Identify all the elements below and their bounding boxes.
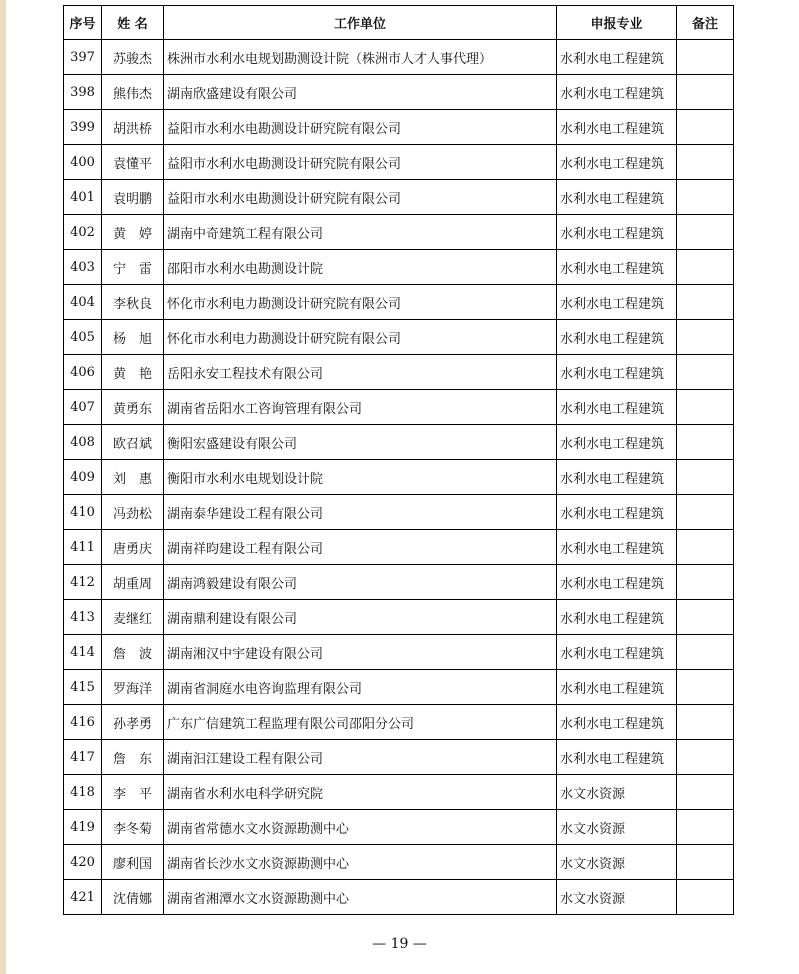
row-number: 421 (64, 880, 102, 915)
remark-cell (677, 110, 734, 145)
table-row (64, 705, 734, 740)
work-unit: 株洲市水利水电规划勘测设计院（株洲市人才人事代理） (164, 40, 557, 75)
person-name: 冯劲松 (102, 495, 164, 530)
work-unit: 益阳市水利水电勘测设计研究院有限公司 (164, 145, 557, 180)
remark-cell (677, 285, 734, 320)
remark-cell (677, 250, 734, 285)
person-name: 李冬菊 (102, 810, 164, 845)
remark-cell (677, 495, 734, 530)
person-name: 罗海洋 (102, 670, 164, 705)
header-org: 工作单位 (164, 6, 557, 40)
declared-specialty: 水利水电工程建筑 (557, 565, 677, 600)
remark-cell (677, 320, 734, 355)
table-row (64, 495, 734, 530)
table-row (64, 775, 734, 810)
row-number: 404 (64, 285, 102, 320)
table-row (64, 460, 734, 495)
remark-cell (677, 565, 734, 600)
work-unit: 湖南省岳阳水工咨询管理有限公司 (164, 390, 557, 425)
row-number: 418 (64, 775, 102, 810)
person-name: 麦继红 (102, 600, 164, 635)
row-number: 400 (64, 145, 102, 180)
person-name: 袁明鹏 (102, 180, 164, 215)
page-number: — 19 — (372, 936, 427, 952)
declared-specialty: 水利水电工程建筑 (557, 145, 677, 180)
person-name: 宁 雷 (102, 250, 164, 285)
table-row (64, 355, 734, 390)
table-row (64, 110, 734, 145)
declared-specialty: 水利水电工程建筑 (557, 75, 677, 110)
declared-specialty: 水利水电工程建筑 (557, 355, 677, 390)
table-row (64, 635, 734, 670)
table-row (64, 390, 734, 425)
row-number: 409 (64, 460, 102, 495)
header-remark: 备注 (677, 6, 734, 40)
row-number: 407 (64, 390, 102, 425)
declared-specialty: 水利水电工程建筑 (557, 180, 677, 215)
declared-specialty: 水利水电工程建筑 (557, 320, 677, 355)
declared-specialty: 水文水资源 (557, 810, 677, 845)
work-unit: 湖南祥昀建设工程有限公司 (164, 530, 557, 565)
remark-cell (677, 600, 734, 635)
declared-specialty: 水文水资源 (557, 775, 677, 810)
work-unit: 益阳市水利水电勘测设计研究院有限公司 (164, 180, 557, 215)
declared-specialty: 水利水电工程建筑 (557, 110, 677, 145)
declared-specialty: 水利水电工程建筑 (557, 425, 677, 460)
remark-cell (677, 705, 734, 740)
work-unit: 湖南欣盛建设有限公司 (164, 75, 557, 110)
table-row (64, 145, 734, 180)
row-number: 413 (64, 600, 102, 635)
header-no: 序号 (64, 6, 102, 40)
remark-cell (677, 40, 734, 75)
table-row (64, 530, 734, 565)
declared-specialty: 水利水电工程建筑 (557, 390, 677, 425)
remark-cell (677, 355, 734, 390)
remark-cell (677, 635, 734, 670)
person-name: 胡重周 (102, 565, 164, 600)
row-number: 398 (64, 75, 102, 110)
work-unit: 湖南省湘潭水文水资源勘测中心 (164, 880, 557, 915)
row-number: 402 (64, 215, 102, 250)
table-row (64, 845, 734, 880)
person-name: 詹 波 (102, 635, 164, 670)
work-unit: 湖南鼎利建设有限公司 (164, 600, 557, 635)
table-row (64, 670, 734, 705)
table-row (64, 565, 734, 600)
remark-cell (677, 180, 734, 215)
declared-specialty: 水利水电工程建筑 (557, 40, 677, 75)
row-number: 405 (64, 320, 102, 355)
work-unit: 衡阳宏盛建设有限公司 (164, 425, 557, 460)
work-unit: 湖南湘汉中宇建设有限公司 (164, 635, 557, 670)
table-row (64, 880, 734, 915)
remark-cell (677, 670, 734, 705)
work-unit: 湖南中奇建筑工程有限公司 (164, 215, 557, 250)
remark-cell (677, 740, 734, 775)
row-number: 408 (64, 425, 102, 460)
header-spec: 申报专业 (557, 6, 677, 40)
table-row (64, 215, 734, 250)
person-name: 沈倩娜 (102, 880, 164, 915)
declared-specialty: 水利水电工程建筑 (557, 705, 677, 740)
declared-specialty: 水利水电工程建筑 (557, 635, 677, 670)
work-unit: 湖南省水利水电科学研究院 (164, 775, 557, 810)
work-unit: 怀化市水利电力勘测设计研究院有限公司 (164, 285, 557, 320)
work-unit: 湖南省常德水文水资源勘测中心 (164, 810, 557, 845)
remark-cell (677, 845, 734, 880)
person-name: 熊伟杰 (102, 75, 164, 110)
work-unit: 湖南鸿毅建设有限公司 (164, 565, 557, 600)
remark-cell (677, 425, 734, 460)
person-name: 李秋良 (102, 285, 164, 320)
declared-specialty: 水利水电工程建筑 (557, 530, 677, 565)
work-unit: 湖南省洞庭水电咨询监理有限公司 (164, 670, 557, 705)
remark-cell (677, 775, 734, 810)
work-unit: 湖南汩江建设工程有限公司 (164, 740, 557, 775)
remark-cell (677, 390, 734, 425)
table-row (64, 285, 734, 320)
row-number: 417 (64, 740, 102, 775)
row-number: 412 (64, 565, 102, 600)
work-unit: 邵阳市水利水电勘测设计院 (164, 250, 557, 285)
person-name: 袁懂平 (102, 145, 164, 180)
table-row (64, 75, 734, 110)
table-row (64, 320, 734, 355)
row-number: 399 (64, 110, 102, 145)
row-number: 401 (64, 180, 102, 215)
work-unit: 怀化市水利电力勘测设计研究院有限公司 (164, 320, 557, 355)
work-unit: 湖南省长沙水文水资源勘测中心 (164, 845, 557, 880)
row-number: 419 (64, 810, 102, 845)
declared-specialty: 水利水电工程建筑 (557, 740, 677, 775)
roster-table (63, 5, 734, 915)
table-row (64, 40, 734, 75)
declared-specialty: 水利水电工程建筑 (557, 285, 677, 320)
remark-cell (677, 880, 734, 915)
declared-specialty: 水利水电工程建筑 (557, 215, 677, 250)
person-name: 黄 婷 (102, 215, 164, 250)
table-body (64, 40, 734, 915)
remark-cell (677, 530, 734, 565)
declared-specialty: 水利水电工程建筑 (557, 460, 677, 495)
table-header-row (64, 6, 734, 40)
declared-specialty: 水文水资源 (557, 880, 677, 915)
row-number: 415 (64, 670, 102, 705)
row-number: 403 (64, 250, 102, 285)
person-name: 欧召斌 (102, 425, 164, 460)
work-unit: 岳阳永安工程技术有限公司 (164, 355, 557, 390)
row-number: 406 (64, 355, 102, 390)
table-row (64, 810, 734, 845)
work-unit: 广东广信建筑工程监理有限公司邵阳分公司 (164, 705, 557, 740)
person-name: 黄勇东 (102, 390, 164, 425)
table-row (64, 600, 734, 635)
remark-cell (677, 460, 734, 495)
person-name: 杨 旭 (102, 320, 164, 355)
table-row (64, 250, 734, 285)
person-name: 廖利国 (102, 845, 164, 880)
row-number: 416 (64, 705, 102, 740)
remark-cell (677, 75, 734, 110)
person-name: 孙孝勇 (102, 705, 164, 740)
row-number: 410 (64, 495, 102, 530)
person-name: 詹 东 (102, 740, 164, 775)
declared-specialty: 水利水电工程建筑 (557, 250, 677, 285)
declared-specialty: 水文水资源 (557, 845, 677, 880)
row-number: 420 (64, 845, 102, 880)
table-row (64, 740, 734, 775)
declared-specialty: 水利水电工程建筑 (557, 670, 677, 705)
person-name: 胡洪桥 (102, 110, 164, 145)
table-row (64, 180, 734, 215)
remark-cell (677, 810, 734, 845)
remark-cell (677, 145, 734, 180)
header-name: 姓 名 (102, 6, 164, 40)
person-name: 唐勇庆 (102, 530, 164, 565)
work-unit: 衡阳市水利水电规划设计院 (164, 460, 557, 495)
row-number: 414 (64, 635, 102, 670)
row-number: 397 (64, 40, 102, 75)
declared-specialty: 水利水电工程建筑 (557, 495, 677, 530)
person-name: 苏骏杰 (102, 40, 164, 75)
person-name: 刘 惠 (102, 460, 164, 495)
table-row (64, 425, 734, 460)
work-unit: 益阳市水利水电勘测设计研究院有限公司 (164, 110, 557, 145)
row-number: 411 (64, 530, 102, 565)
remark-cell (677, 215, 734, 250)
person-name: 李 平 (102, 775, 164, 810)
person-name: 黄 艳 (102, 355, 164, 390)
declared-specialty: 水利水电工程建筑 (557, 600, 677, 635)
work-unit: 湖南泰华建设工程有限公司 (164, 495, 557, 530)
